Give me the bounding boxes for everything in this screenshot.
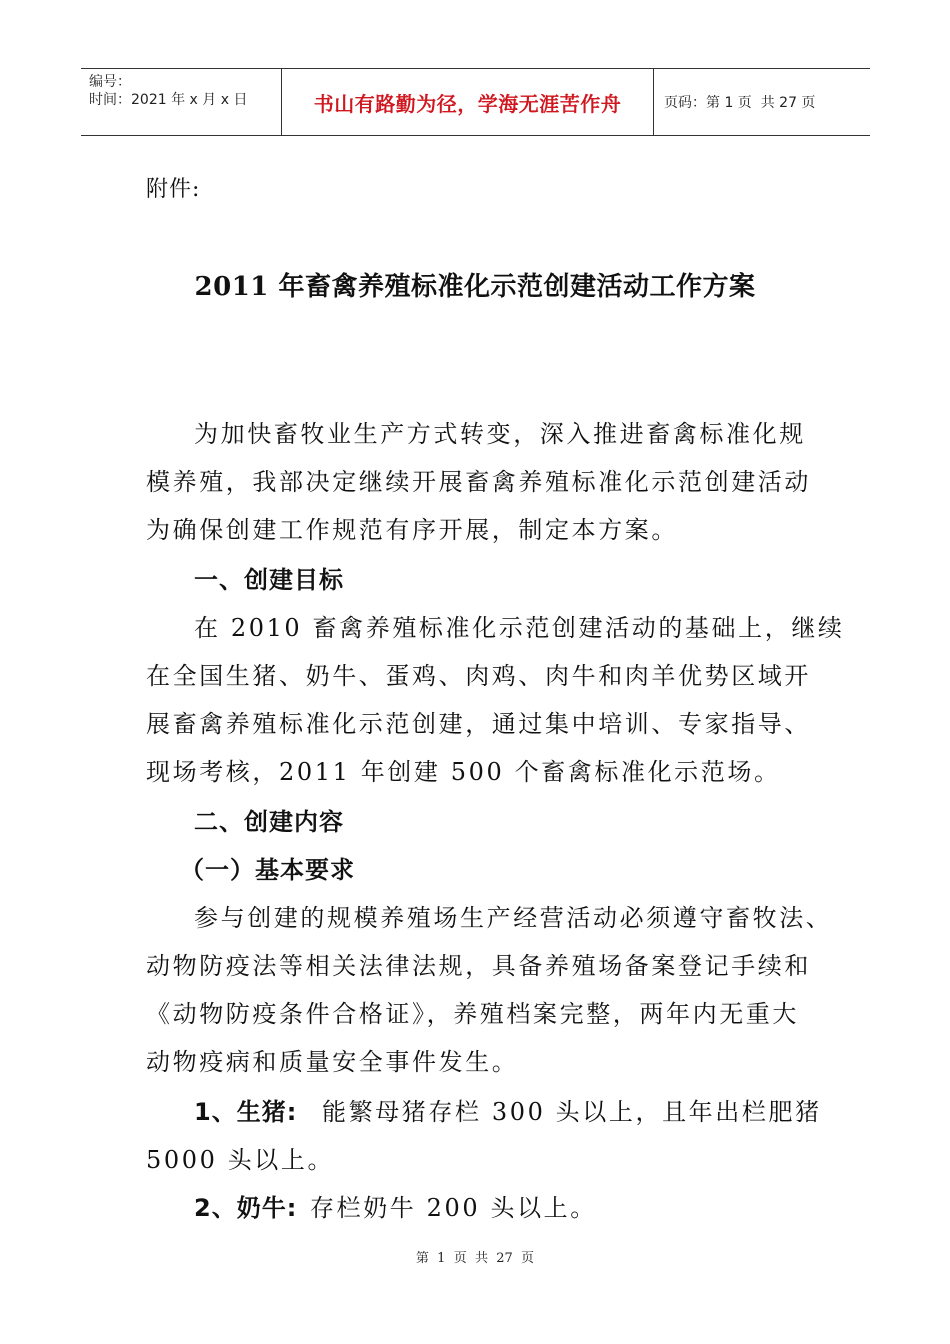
subsection-heading: （一）基本要求 xyxy=(180,856,355,884)
paragraph-line: 在 2010 畜禽养殖标准化示范创建活动的基础上，继续 xyxy=(194,614,845,642)
section-heading: 二、创建内容 xyxy=(194,808,344,836)
page-info: 页码：第 1 页 共 27 页 xyxy=(664,95,816,111)
header-page-info xyxy=(654,69,870,135)
document-title: 2011 年畜禽养殖标准化示范创建活动工作方案 xyxy=(194,272,756,302)
page-footer: 第 1 页 共 27 页 xyxy=(415,1251,535,1266)
item-label: 1、生猪: xyxy=(194,1098,298,1126)
paragraph-line: 为确保创建工作规范有序开展，制定本方案。 xyxy=(146,516,678,544)
paragraph-line: 存栏奶牛 200 头以上。 xyxy=(310,1194,597,1222)
number-label: 编号： xyxy=(89,74,131,90)
paragraph-line: 现场考核，2011 年创建 500 个畜禽标准化示范场。 xyxy=(146,758,781,786)
paragraph-line: 动物疫病和质量安全事件发生。 xyxy=(146,1048,519,1076)
paragraph-line: 展畜禽养殖标准化示范创建，通过集中培训、专家指导、 xyxy=(146,710,811,738)
attachment-label: 附件: xyxy=(146,177,201,202)
paragraph-line: 参与创建的规模养殖场生产经营活动必须遵守畜牧法、 xyxy=(194,904,833,932)
section-heading: 一、创建目标 xyxy=(194,566,344,594)
item-label: 2、奶牛: xyxy=(194,1194,298,1222)
header-table xyxy=(81,68,870,136)
paragraph-line: 5000 头以上。 xyxy=(146,1146,335,1174)
paragraph-line: 在全国生猪、奶牛、蛋鸡、肉鸡、肉牛和肉羊优势区域开 xyxy=(146,662,811,690)
paragraph-line: 模养殖，我部决定继续开展畜禽养殖标准化示范创建活动 xyxy=(146,468,811,496)
header-meta xyxy=(81,69,281,135)
paragraph-line: 《动物防疫条件合格证》，养殖档案完整，两年内无重大 xyxy=(146,1000,799,1028)
paragraph-line: 动物防疫法等相关法律法规，具备养殖场备案登记手续和 xyxy=(146,952,811,980)
header-motto: 书山有路勤为径，学海无涯苦作舟 xyxy=(281,69,654,135)
time-label: 时间：2021 年 x 月 x 日 xyxy=(89,92,248,108)
paragraph-line: 为加快畜牧业生产方式转变，深入推进畜禽标准化规 xyxy=(194,420,806,448)
paragraph-line: 能繁母猪存栏 300 头以上，且年出栏肥猪 xyxy=(322,1098,822,1126)
